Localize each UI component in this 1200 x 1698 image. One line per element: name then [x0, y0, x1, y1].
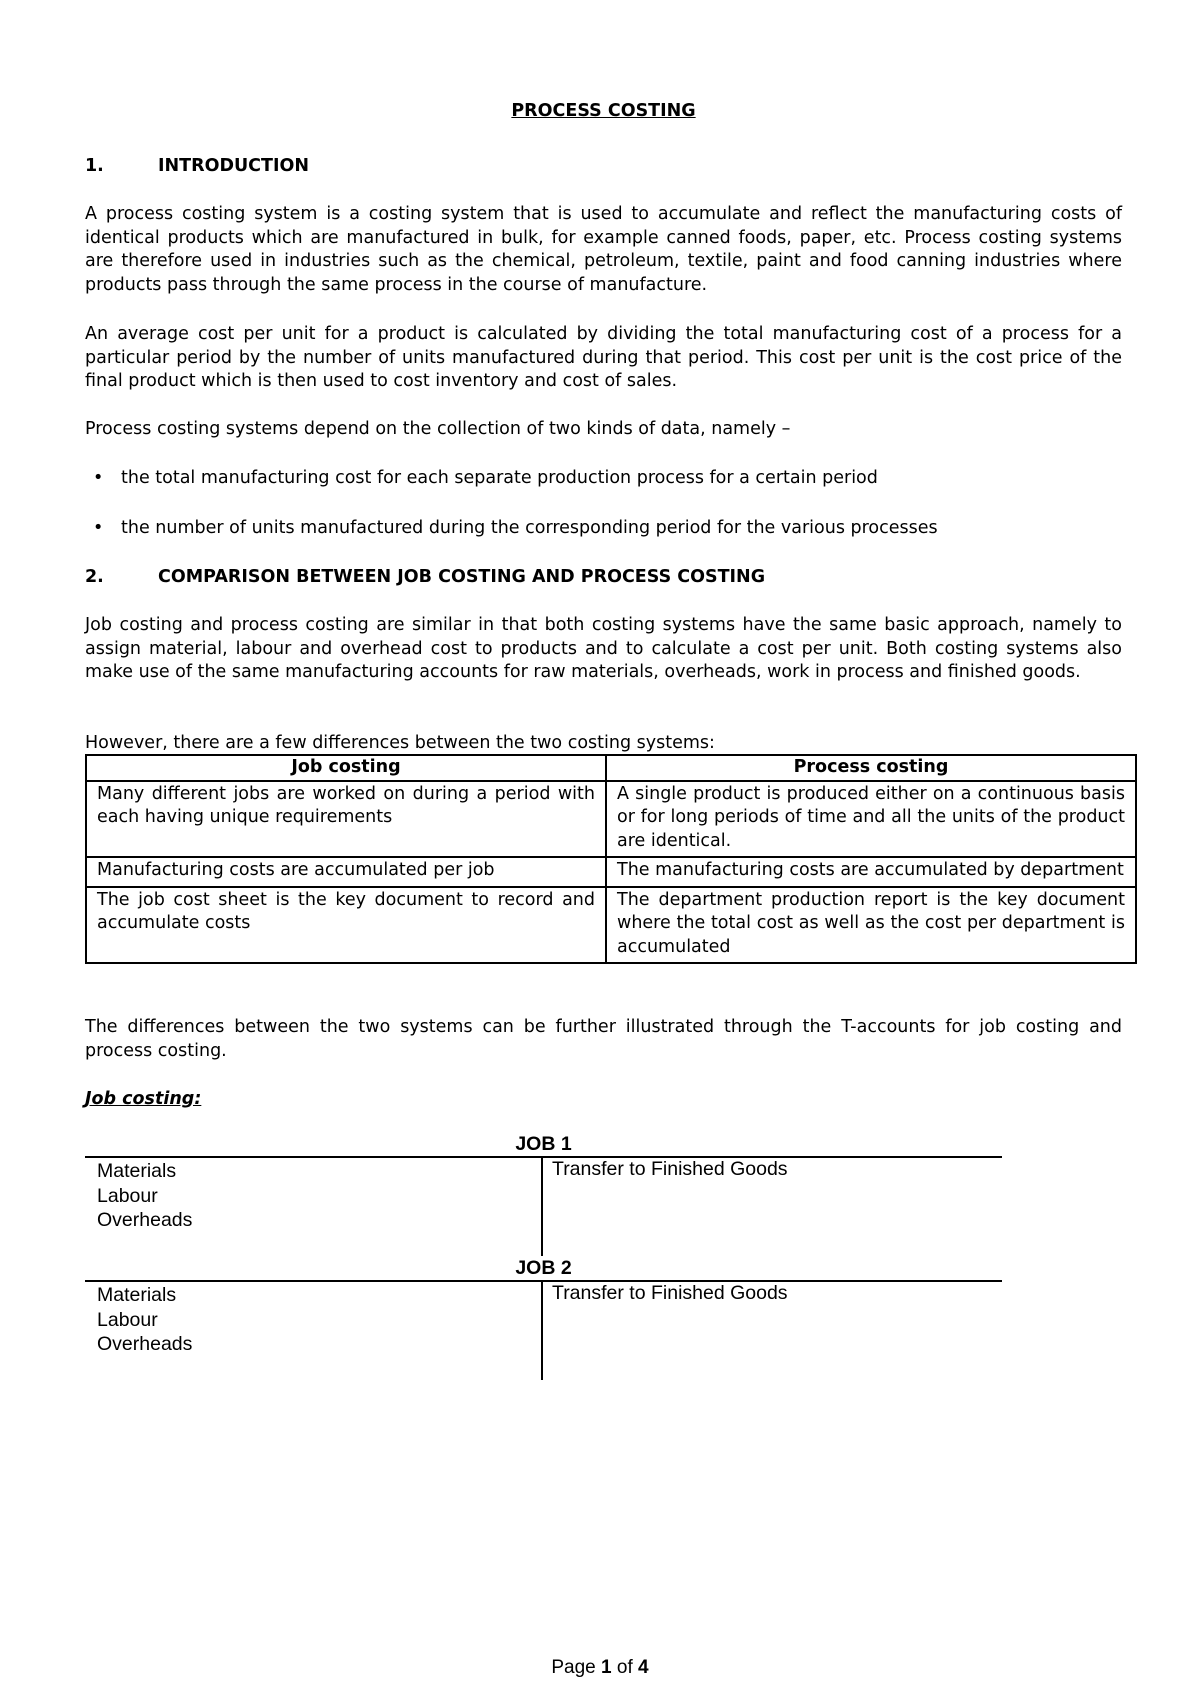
table-cell: The manufacturing costs are accumulated by department — [606, 857, 1136, 887]
debit-entry: Materials — [97, 1284, 177, 1306]
bullet-text: the total manufacturing cost for each separate production process for a certain period — [121, 468, 878, 488]
credit-entry: Transfer to Finished Goods — [552, 1158, 788, 1180]
t-account-job-2 — [85, 1256, 1002, 1374]
table-cell: A single product is produced either on a continuous basis or for long periods of time and all the units of the product are identical. — [606, 781, 1136, 858]
t-account-name: JOB 2 — [515, 1257, 572, 1279]
table-cell: Manufacturing costs are accumulated per job — [86, 857, 606, 887]
section-1-number: 1. — [85, 156, 104, 176]
debit-entry: Materials — [97, 1160, 177, 1182]
t-account-divider — [541, 1282, 543, 1380]
t-account-body — [85, 1156, 1002, 1250]
comparison-paragraph-2: However, there are a few differences between the two costing systems: — [85, 733, 715, 753]
section-2-number: 2. — [85, 567, 104, 587]
comparison-paragraph-1: Job costing and process costing are similar in that both costing systems have the same basic approach, namely to assign material, labour and overhead cost to products and to calculate a cost per unit. Both costing systems also make use of the same manufacturing accounts for raw materials, overheads, work in process and finished goods. — [85, 615, 1122, 682]
page-footer — [0, 1657, 1200, 1679]
table-header-row — [86, 755, 1136, 781]
table-row — [86, 887, 1136, 964]
section-1-heading — [85, 155, 309, 179]
debit-entry: Labour — [97, 1184, 158, 1207]
intro-paragraph-1: A process costing system is a costing system that is used to accumulate and reflect the manufacturing costs of identical products which are manufactured in bulk, for example canned foods, paper, etc. Process costing systems are therefore used in industries such as the chemical, petroleum, textile, paint and food canning industries where products pass through the same process in the course of manufacture. — [85, 204, 1122, 295]
bullet-text: the number of units manufactured during the corresponding period for the various processes — [121, 518, 938, 538]
bullet-icon: • — [93, 468, 104, 488]
page-title: PROCESS COSTING — [511, 101, 696, 121]
t-account-body — [85, 1280, 1002, 1374]
column-header-job-costing: Job costing — [86, 755, 606, 781]
t-account-name: JOB 1 — [515, 1133, 572, 1155]
credit-entry: Transfer to Finished Goods — [552, 1282, 788, 1304]
comparison-table — [85, 754, 1137, 964]
debit-entry: Labour — [97, 1308, 158, 1331]
intro-paragraph-2: An average cost per unit for a product is calculated by dividing the total manufacturing cost of a process for a particular period by the number of units manufactured during that period. This cost per unit is the cost price of the final product which is then used to cost inventory and cost of sales. — [85, 324, 1122, 391]
t-account-debit-side — [97, 1159, 192, 1233]
table-cell: The job cost sheet is the key document to record and accumulate costs — [86, 887, 606, 964]
page-word: Page — [551, 1657, 596, 1678]
section-2-heading — [85, 566, 765, 590]
debit-entry: Overheads — [97, 1333, 193, 1355]
comparison-paragraph-3: The differences between the two systems can be further illustrated through the T-accounts for job costing and process costing. — [85, 1017, 1122, 1061]
section-1-title: INTRODUCTION — [158, 156, 309, 176]
bullet-icon: • — [93, 518, 104, 538]
column-header-process-costing: Process costing — [606, 755, 1136, 781]
t-account-job-1 — [85, 1132, 1002, 1250]
job-costing-subheading: Job costing: — [85, 1089, 202, 1109]
page-total: 4 — [638, 1657, 649, 1678]
intro-paragraph-3: Process costing systems depend on the collection of two kinds of data, namely – — [85, 419, 791, 439]
table-row — [86, 857, 1136, 887]
t-account-divider — [541, 1158, 543, 1256]
debit-entry: Overheads — [97, 1209, 193, 1231]
section-2-title: COMPARISON BETWEEN JOB COSTING AND PROCESS COSTING — [158, 567, 766, 587]
of-word: of — [616, 1657, 633, 1678]
page-number: 1 — [601, 1657, 612, 1678]
table-cell: The department production report is the key document where the total cost as well as the cost per department is accumulated — [606, 887, 1136, 964]
table-cell: Many different jobs are worked on during a period with each having unique requirements — [86, 781, 606, 858]
t-account-debit-side — [97, 1283, 192, 1357]
table-row — [86, 781, 1136, 858]
